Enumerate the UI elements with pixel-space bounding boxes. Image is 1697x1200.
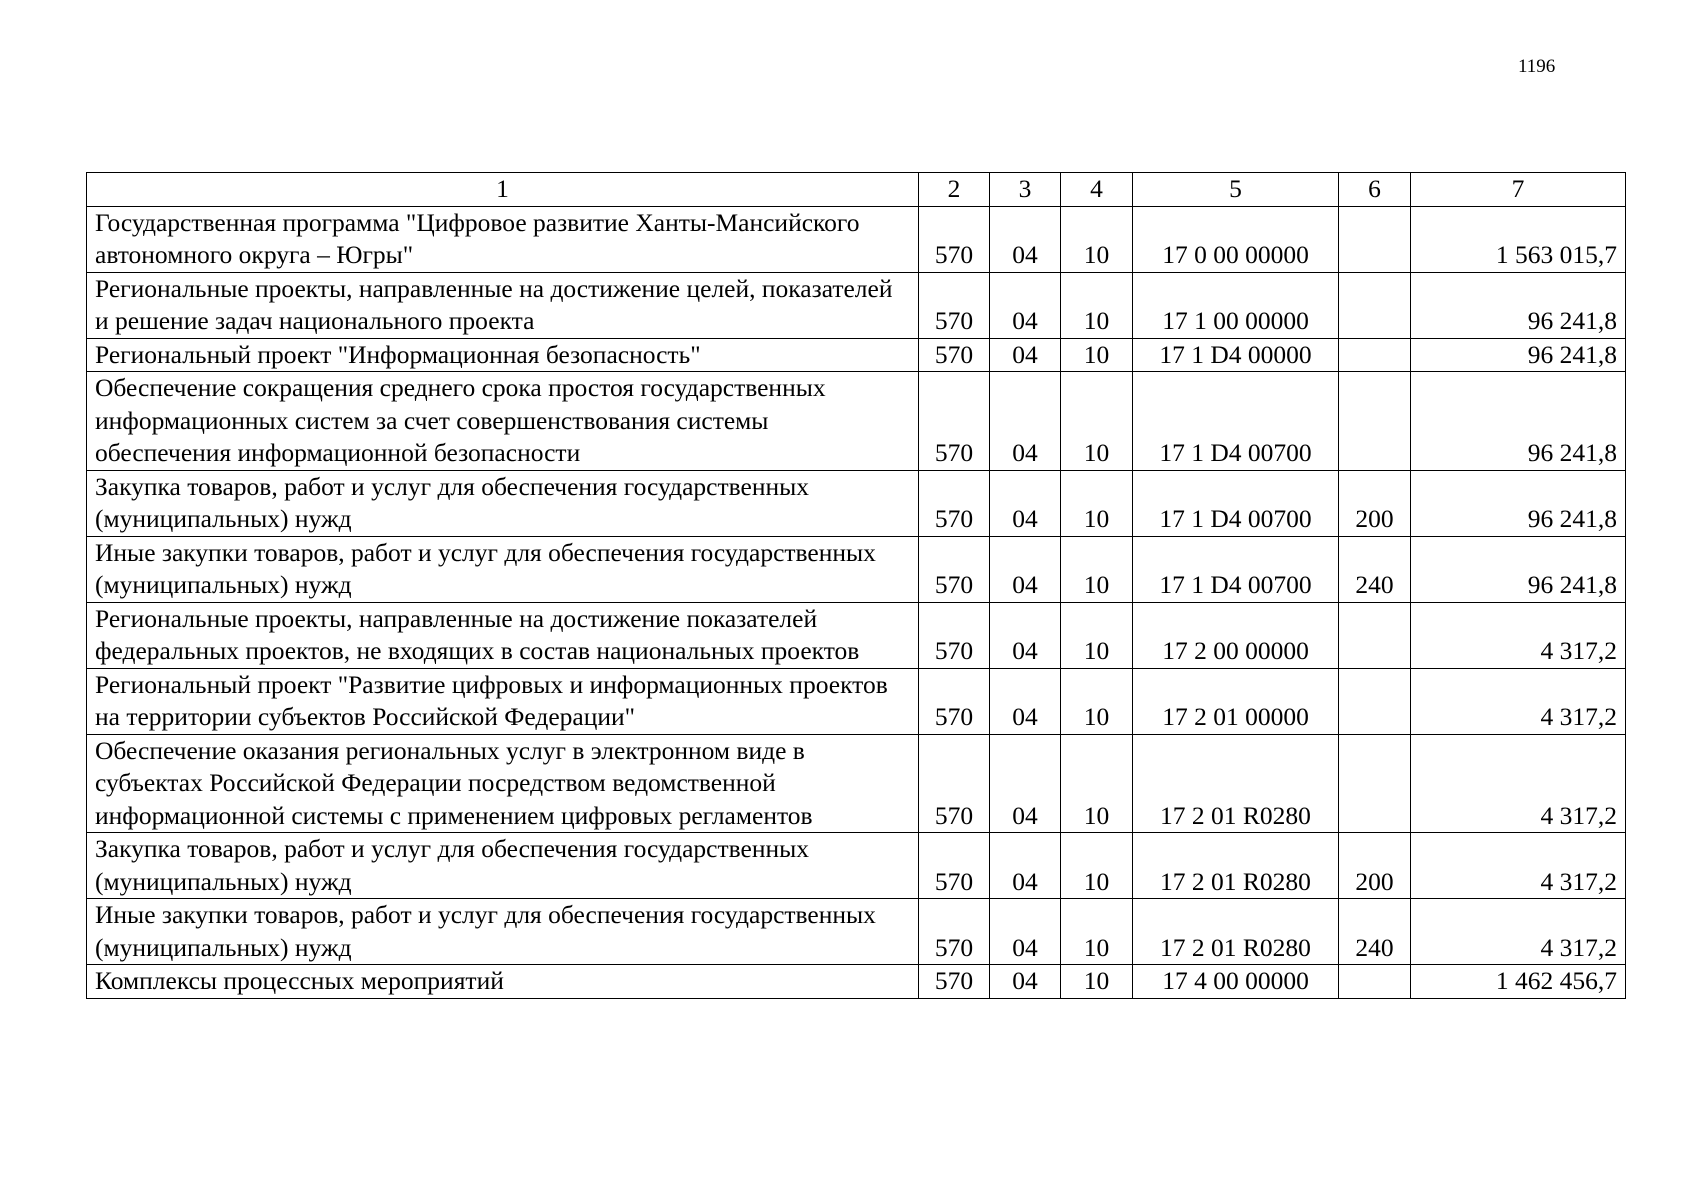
cell-ministry-code: 570 [919,536,990,602]
table-row [87,965,1626,999]
column-header-6: 6 [1339,173,1411,207]
cell-target-article: 17 1 00 00000 [1133,272,1339,338]
cell-subsection: 10 [1061,206,1133,272]
row-name: Иные закупки товаров, работ и услуг для обеспечения государственных (муниципальных) нужд [87,899,919,965]
cell-subsection: 10 [1061,536,1133,602]
cell-target-article: 17 2 01 R0280 [1133,833,1339,899]
cell-expense-type [1339,734,1411,833]
cell-amount: 4 317,2 [1411,668,1626,734]
cell-subsection: 10 [1061,372,1133,471]
table-row [87,536,1626,602]
table-row [87,338,1626,372]
cell-subsection: 10 [1061,272,1133,338]
row-name: Региональный проект "Информационная безопасность" [87,338,919,372]
column-header-4: 4 [1061,173,1133,207]
cell-target-article: 17 2 01 R0280 [1133,899,1339,965]
cell-amount: 1 563 015,7 [1411,206,1626,272]
row-name: Иные закупки товаров, работ и услуг для обеспечения государственных (муниципальных) нужд [87,536,919,602]
cell-expense-type: 200 [1339,470,1411,536]
row-name: Региональные проекты, направленные на достижение показателей федеральных проектов, не входящих в состав национальных проектов [87,602,919,668]
cell-amount: 4 317,2 [1411,833,1626,899]
budget-table [86,172,1626,999]
cell-subsection: 10 [1061,965,1133,999]
cell-amount: 96 241,8 [1411,470,1626,536]
cell-amount: 4 317,2 [1411,899,1626,965]
cell-target-article: 17 1 D4 00700 [1133,536,1339,602]
cell-amount: 1 462 456,7 [1411,965,1626,999]
cell-section: 04 [990,206,1061,272]
cell-amount: 96 241,8 [1411,272,1626,338]
table-row [87,206,1626,272]
row-name: Государственная программа "Цифровое развитие Ханты-Мансийского автономного округа – Югры" [87,206,919,272]
table-row [87,372,1626,471]
row-name: Закупка товаров, работ и услуг для обеспечения государственных (муниципальных) нужд [87,470,919,536]
cell-subsection: 10 [1061,338,1133,372]
cell-target-article: 17 2 00 00000 [1133,602,1339,668]
cell-ministry-code: 570 [919,833,990,899]
cell-ministry-code: 570 [919,734,990,833]
cell-expense-type: 200 [1339,833,1411,899]
column-header-5: 5 [1133,173,1339,207]
cell-expense-type [1339,338,1411,372]
cell-ministry-code: 570 [919,338,990,372]
table-row [87,734,1626,833]
table-row [87,668,1626,734]
cell-ministry-code: 570 [919,206,990,272]
cell-expense-type: 240 [1339,536,1411,602]
row-name: Комплексы процессных мероприятий [87,965,919,999]
cell-section: 04 [990,602,1061,668]
cell-ministry-code: 570 [919,372,990,471]
cell-target-article: 17 1 D4 00700 [1133,470,1339,536]
cell-section: 04 [990,734,1061,833]
cell-target-article: 17 1 D4 00700 [1133,372,1339,471]
cell-section: 04 [990,833,1061,899]
row-name: Региональный проект "Развитие цифровых и информационных проектов на территории субъектов Российской Федерации" [87,668,919,734]
cell-target-article: 17 4 00 00000 [1133,965,1339,999]
cell-expense-type [1339,965,1411,999]
table-row [87,470,1626,536]
cell-ministry-code: 570 [919,602,990,668]
cell-section: 04 [990,965,1061,999]
table-row [87,272,1626,338]
page-number: 1196 [1518,56,1556,77]
cell-amount: 4 317,2 [1411,602,1626,668]
cell-subsection: 10 [1061,734,1133,833]
cell-amount: 96 241,8 [1411,338,1626,372]
column-header-7: 7 [1411,173,1626,207]
cell-target-article: 17 0 00 00000 [1133,206,1339,272]
cell-ministry-code: 570 [919,899,990,965]
row-name: Обеспечение сокращения среднего срока простоя государственных информационных систем за счет совершенствования системы обеспечения информационной безопасности [87,372,919,471]
cell-expense-type [1339,668,1411,734]
cell-expense-type [1339,372,1411,471]
cell-section: 04 [990,899,1061,965]
cell-subsection: 10 [1061,833,1133,899]
cell-section: 04 [990,338,1061,372]
table-row [87,602,1626,668]
cell-ministry-code: 570 [919,965,990,999]
cell-amount: 96 241,8 [1411,536,1626,602]
cell-expense-type [1339,272,1411,338]
row-name: Закупка товаров, работ и услуг для обеспечения государственных (муниципальных) нужд [87,833,919,899]
cell-expense-type [1339,602,1411,668]
cell-subsection: 10 [1061,602,1133,668]
cell-section: 04 [990,272,1061,338]
cell-section: 04 [990,668,1061,734]
cell-subsection: 10 [1061,899,1133,965]
cell-section: 04 [990,536,1061,602]
cell-ministry-code: 570 [919,470,990,536]
column-header-3: 3 [990,173,1061,207]
cell-subsection: 10 [1061,668,1133,734]
table-row [87,833,1626,899]
table-header-row [87,173,1626,207]
cell-amount: 96 241,8 [1411,372,1626,471]
table-row [87,899,1626,965]
cell-expense-type: 240 [1339,899,1411,965]
row-name: Обеспечение оказания региональных услуг в электронном виде в субъектах Российской Федерации посредством ведомственной информационной системы с применением цифровых регламентов [87,734,919,833]
column-header-1: 1 [87,173,919,207]
cell-subsection: 10 [1061,470,1133,536]
cell-ministry-code: 570 [919,668,990,734]
cell-target-article: 17 2 01 R0280 [1133,734,1339,833]
cell-target-article: 17 1 D4 00000 [1133,338,1339,372]
column-header-2: 2 [919,173,990,207]
cell-target-article: 17 2 01 00000 [1133,668,1339,734]
cell-section: 04 [990,470,1061,536]
cell-section: 04 [990,372,1061,471]
cell-expense-type [1339,206,1411,272]
cell-ministry-code: 570 [919,272,990,338]
row-name: Региональные проекты, направленные на достижение целей, показателей и решение задач национального проекта [87,272,919,338]
cell-amount: 4 317,2 [1411,734,1626,833]
